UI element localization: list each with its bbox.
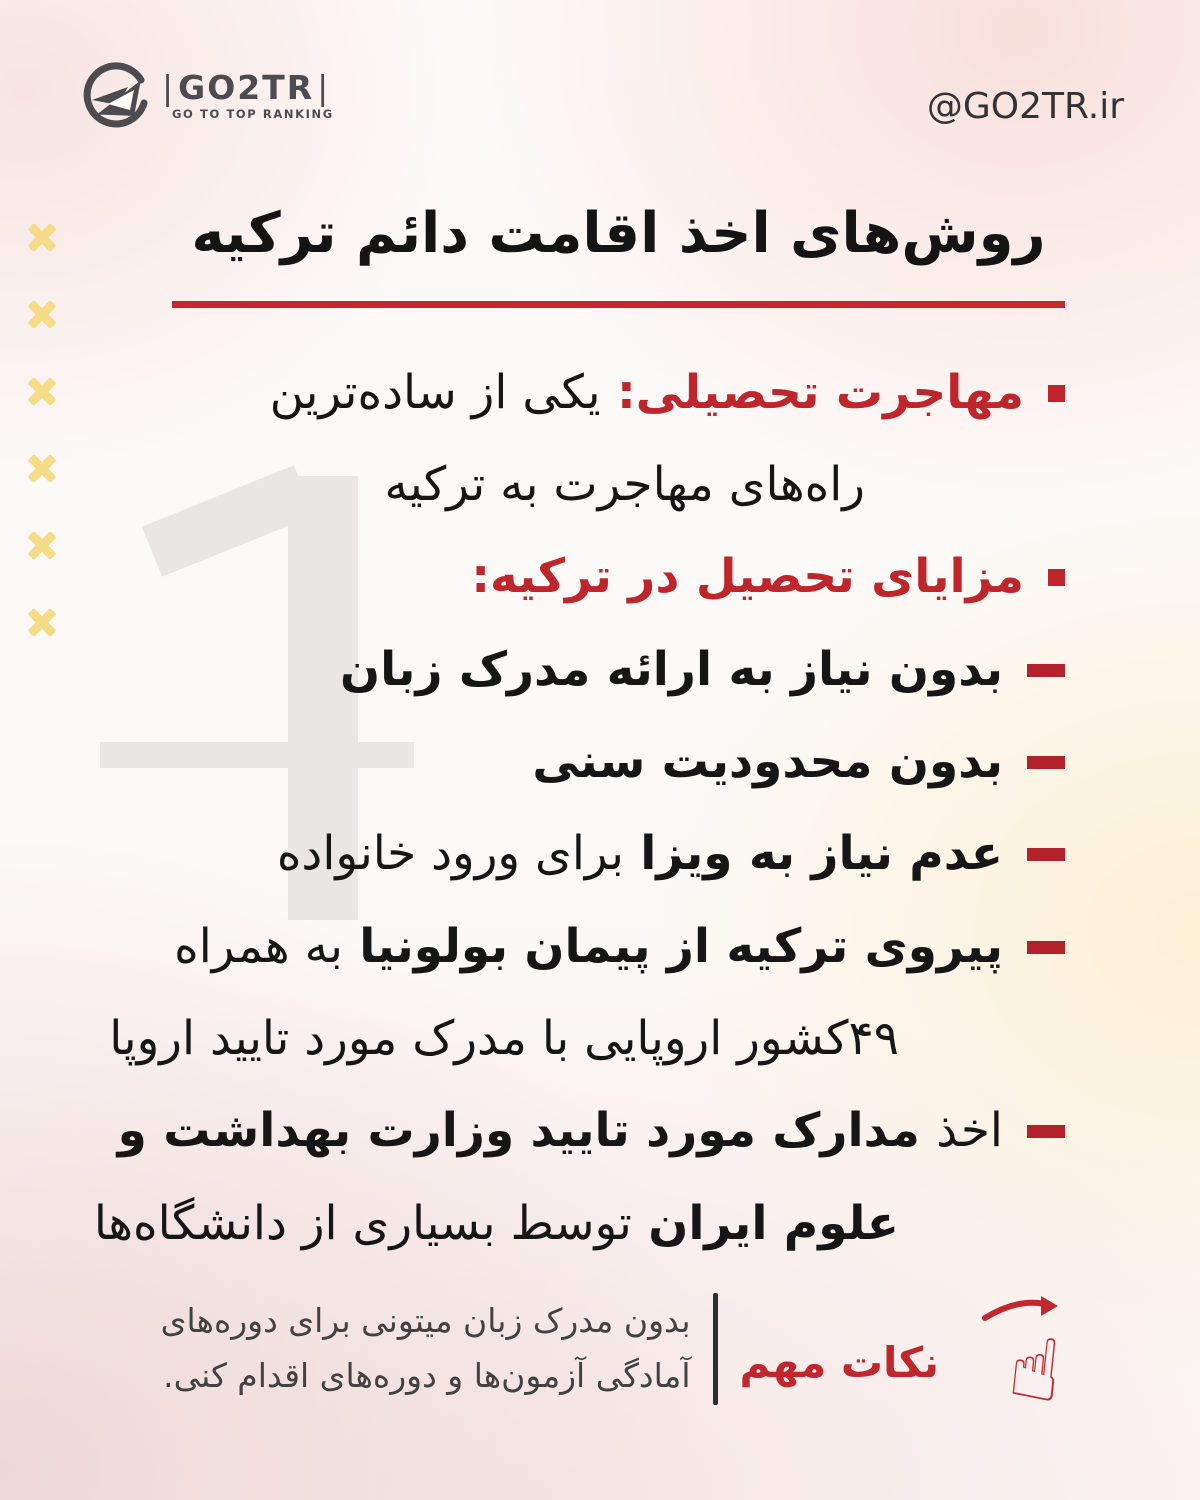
x-mark-icon xyxy=(27,222,57,252)
benefit-text: بدون نیاز به ارائه مدرک زبان xyxy=(340,641,1003,697)
square-bullet-icon xyxy=(1048,569,1065,586)
benefit-text-bold: پیروی ترکیه از پیمان بولونیا xyxy=(359,918,1003,974)
benefit-text xyxy=(118,1102,1003,1159)
benefit-item-no-language-certificate xyxy=(90,641,1065,698)
go2tr-logo-icon xyxy=(82,60,154,132)
vertical-divider xyxy=(713,1293,718,1405)
benefit-continuation xyxy=(94,1195,899,1252)
benefit-text xyxy=(277,825,1003,882)
bullet-lead: مهاجرت تحصیلی: xyxy=(616,364,1024,420)
bullet-text xyxy=(270,364,1024,421)
notes-text xyxy=(161,1294,691,1404)
go2tr-logo xyxy=(82,60,334,132)
bullet-continuation: راه‌های مهاجرت به ترکیه xyxy=(384,457,865,513)
bullet-item-study-migration xyxy=(90,364,1065,421)
dash-bullet-icon xyxy=(1027,664,1065,677)
page-title: روش‌های اخذ اقامت دائم ترکیه xyxy=(191,201,1046,266)
content-rows xyxy=(90,364,1065,1252)
dash-bullet-icon xyxy=(1027,756,1065,769)
x-mark-icon xyxy=(27,530,57,560)
benefit-text xyxy=(174,918,1003,975)
dash-bullet-icon xyxy=(1027,941,1065,954)
notes-label: نکات مهم xyxy=(739,1337,939,1387)
benefit-item-bologna-line2 xyxy=(90,1010,1065,1067)
logo-text-block xyxy=(162,68,334,122)
x-marks-column xyxy=(27,222,57,684)
title-block xyxy=(172,198,1065,308)
benefit-item-no-visa-for-family xyxy=(90,825,1065,882)
dash-bullet-icon xyxy=(1027,1125,1065,1138)
main-content xyxy=(90,198,1065,1287)
x-mark-icon xyxy=(27,376,57,406)
x-mark-icon xyxy=(27,607,57,637)
benefit-item-approved-degrees-line2 xyxy=(90,1195,1065,1252)
hand-glyph: ☝ xyxy=(1003,1317,1067,1423)
bullet-rest: یکی از ساده‌ترین xyxy=(269,364,601,420)
bullet-lead: مزایای تحصیل در ترکیه: xyxy=(471,549,1024,605)
bullet-item-study-migration-line2 xyxy=(90,456,1065,513)
logo-tagline: GO TO TOP RANKING xyxy=(172,107,334,122)
notes-line1: بدون مدرک زبان میتونی برای دوره‌های xyxy=(160,1301,691,1341)
benefit-text-bold: مدارک مورد تایید وزارت بهداشت و xyxy=(117,1103,920,1159)
social-handle: @GO2TR.ir xyxy=(926,86,1124,127)
benefit-item-bologna-process xyxy=(90,918,1065,975)
benefit-item-no-age-limit xyxy=(90,733,1065,790)
notes-line2: آمادگی آزمون‌ها و دوره‌های اقدام کنی. xyxy=(163,1356,691,1395)
logo-name: | GO2TR | xyxy=(162,71,334,104)
square-bullet-icon xyxy=(1048,385,1065,402)
header xyxy=(0,0,1200,170)
benefit-text-bold: علوم ایران xyxy=(648,1195,899,1251)
benefit-text-regular: اخذ xyxy=(936,1103,1003,1159)
important-notes-section xyxy=(80,1293,1067,1423)
benefit-text-regular: توسط بسیاری از دانشگاه‌ها xyxy=(93,1195,632,1251)
benefit-item-approved-degrees xyxy=(90,1102,1065,1159)
pointing-hand-icon xyxy=(961,1293,1067,1423)
x-mark-icon xyxy=(27,299,57,329)
bullet-item-benefits-heading xyxy=(90,548,1065,605)
benefit-continuation: ۴۹کشور اروپایی با مدرک مورد تایید اروپا xyxy=(109,1011,899,1067)
benefit-text-regular: به همراه xyxy=(174,918,343,974)
x-mark-icon xyxy=(27,453,57,483)
benefit-text: بدون محدودیت سنی xyxy=(532,734,1003,790)
dash-bullet-icon xyxy=(1027,848,1065,861)
benefit-text-regular: برای ورود خانواده xyxy=(276,826,624,882)
benefit-text-bold: عدم نیاز به ویزا xyxy=(640,826,1003,882)
